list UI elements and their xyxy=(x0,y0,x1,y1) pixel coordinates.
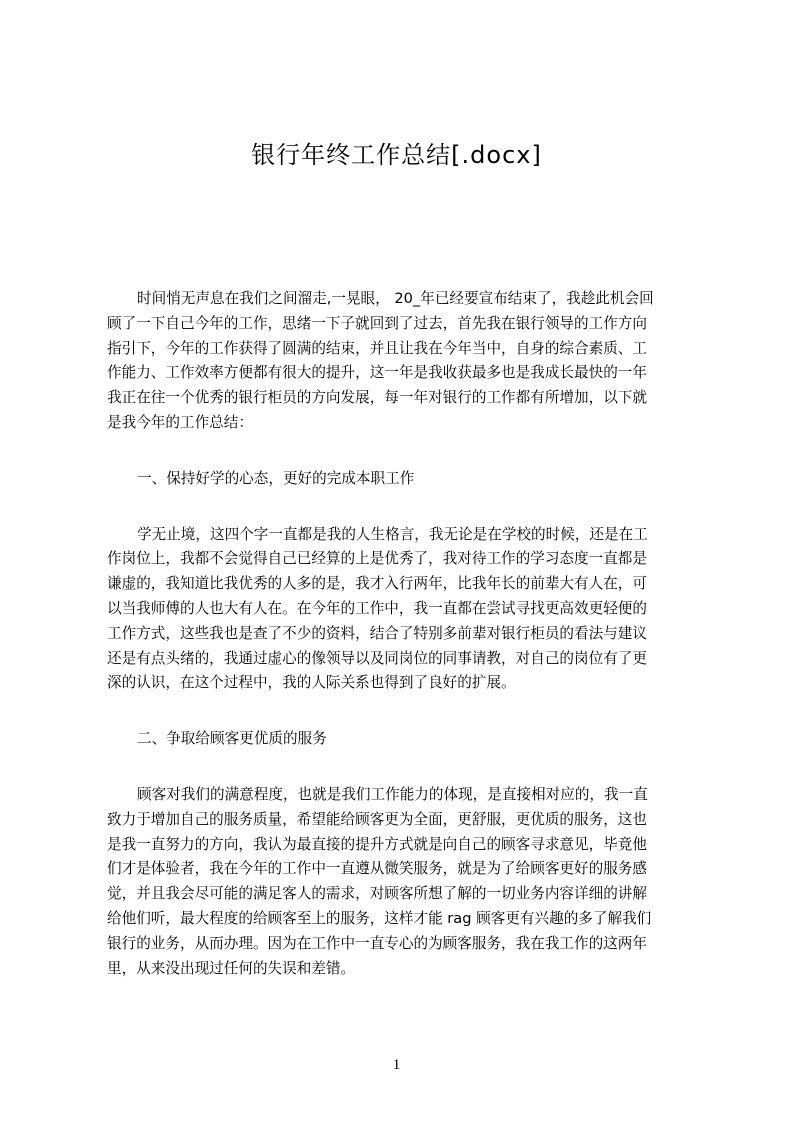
paragraph-intro xyxy=(107,287,707,436)
section-heading-1: 一、保持好学的心态，更好的完成本职工作 xyxy=(137,469,415,487)
paragraph-line: 以当我师傅的人也大有人在。在今年的工作中，我一直都在尝试寻找更高效更轻便的 xyxy=(107,599,647,617)
paragraph-line: 们才是体验者，我在今年的工作中一直遵从微笑服务，就是为了给顾客更好的服务感 xyxy=(107,860,647,878)
document-body xyxy=(107,287,707,1012)
document-title: 银行年终工作总结[.docx] xyxy=(251,141,542,169)
paragraph-line: 作岗位上，我都不会觉得自己已经算的上是优秀了，我对待工作的学习态度一直都是 xyxy=(107,550,647,568)
paragraph-line: 谦虚的，我知道比我优秀的人多的是，我才入行两年，比我年长的前辈大有人在，可 xyxy=(107,575,647,593)
paragraph-section-1 xyxy=(107,523,707,697)
paragraph-line: 还是有点头绪的，我通过虚心的像领导以及同岗位的同事请教，对自己的岗位有了更 xyxy=(107,649,647,667)
paragraph-line: 银行的业务，从而办理。因为在工作中一直专心的为顾客服务，我在我工作的这两年 xyxy=(107,934,647,952)
paragraph-line: 顾客对我们的满意程度，也就是我们工作能力的体现，是直接相对应的，我一直 xyxy=(137,785,648,803)
paragraph-line: 给他们听，最大程度的给顾客至上的服务，这样才能 rag 顾客更有兴趣的多了解我们 xyxy=(107,909,652,927)
paragraph-line: 觉，并且我会尽可能的满足客人的需求，对顾客所想了解的一切业务内容详细的讲解 xyxy=(107,885,647,903)
section-heading-2: 二、争取给顾客更优质的服务 xyxy=(137,730,327,748)
paragraph-line: 深的认识，在这个过程中，我的人际关系也得到了良好的扩展。 xyxy=(107,674,516,692)
paragraph-line: 时间悄无声息在我们之间溜走,一晃眼， 20_年已经要宣布结束了，我趁此机会回 xyxy=(137,290,654,307)
paragraph-line: 顾了一下自己今年的工作，思绪一下子就回到了过去，首先我在银行领导的工作方向 xyxy=(107,314,647,332)
page-number: 1 xyxy=(392,1057,401,1073)
paragraph-line: 是我今年的工作总结： xyxy=(107,413,253,431)
paragraph-line: 工作方式，这些我也是查了不少的资料，结合了特别多前辈对银行柜员的看法与建议 xyxy=(107,624,647,642)
paragraph-section-2 xyxy=(107,783,707,981)
paragraph-line: 作能力、工作效率方便都有很大的提升，这一年是我收获最多也是我成长最快的一年 xyxy=(107,364,647,382)
paragraph-line: 里，从来没出现过任何的失误和差错。 xyxy=(107,959,356,977)
paragraph-line: 致力于增加自己的服务质量，希望能给顾客更为全面，更舒服，更优质的服务，这也 xyxy=(107,810,647,828)
paragraph-line: 指引下，今年的工作获得了圆满的结束，并且让我在今年当中，自身的综合素质、工 xyxy=(107,339,647,357)
paragraph-line: 我正在往一个优秀的银行柜员的方向发展，每一年对银行的工作都有所增加，以下就 xyxy=(107,389,647,407)
paragraph-line: 学无止境，这四个字一直都是我的人生格言，我无论是在学校的时候，还是在工 xyxy=(137,525,648,543)
paragraph-line: 是我一直努力的方向，我认为最直接的提升方式就是向自己的顾客寻求意见，毕竟他 xyxy=(107,835,647,853)
